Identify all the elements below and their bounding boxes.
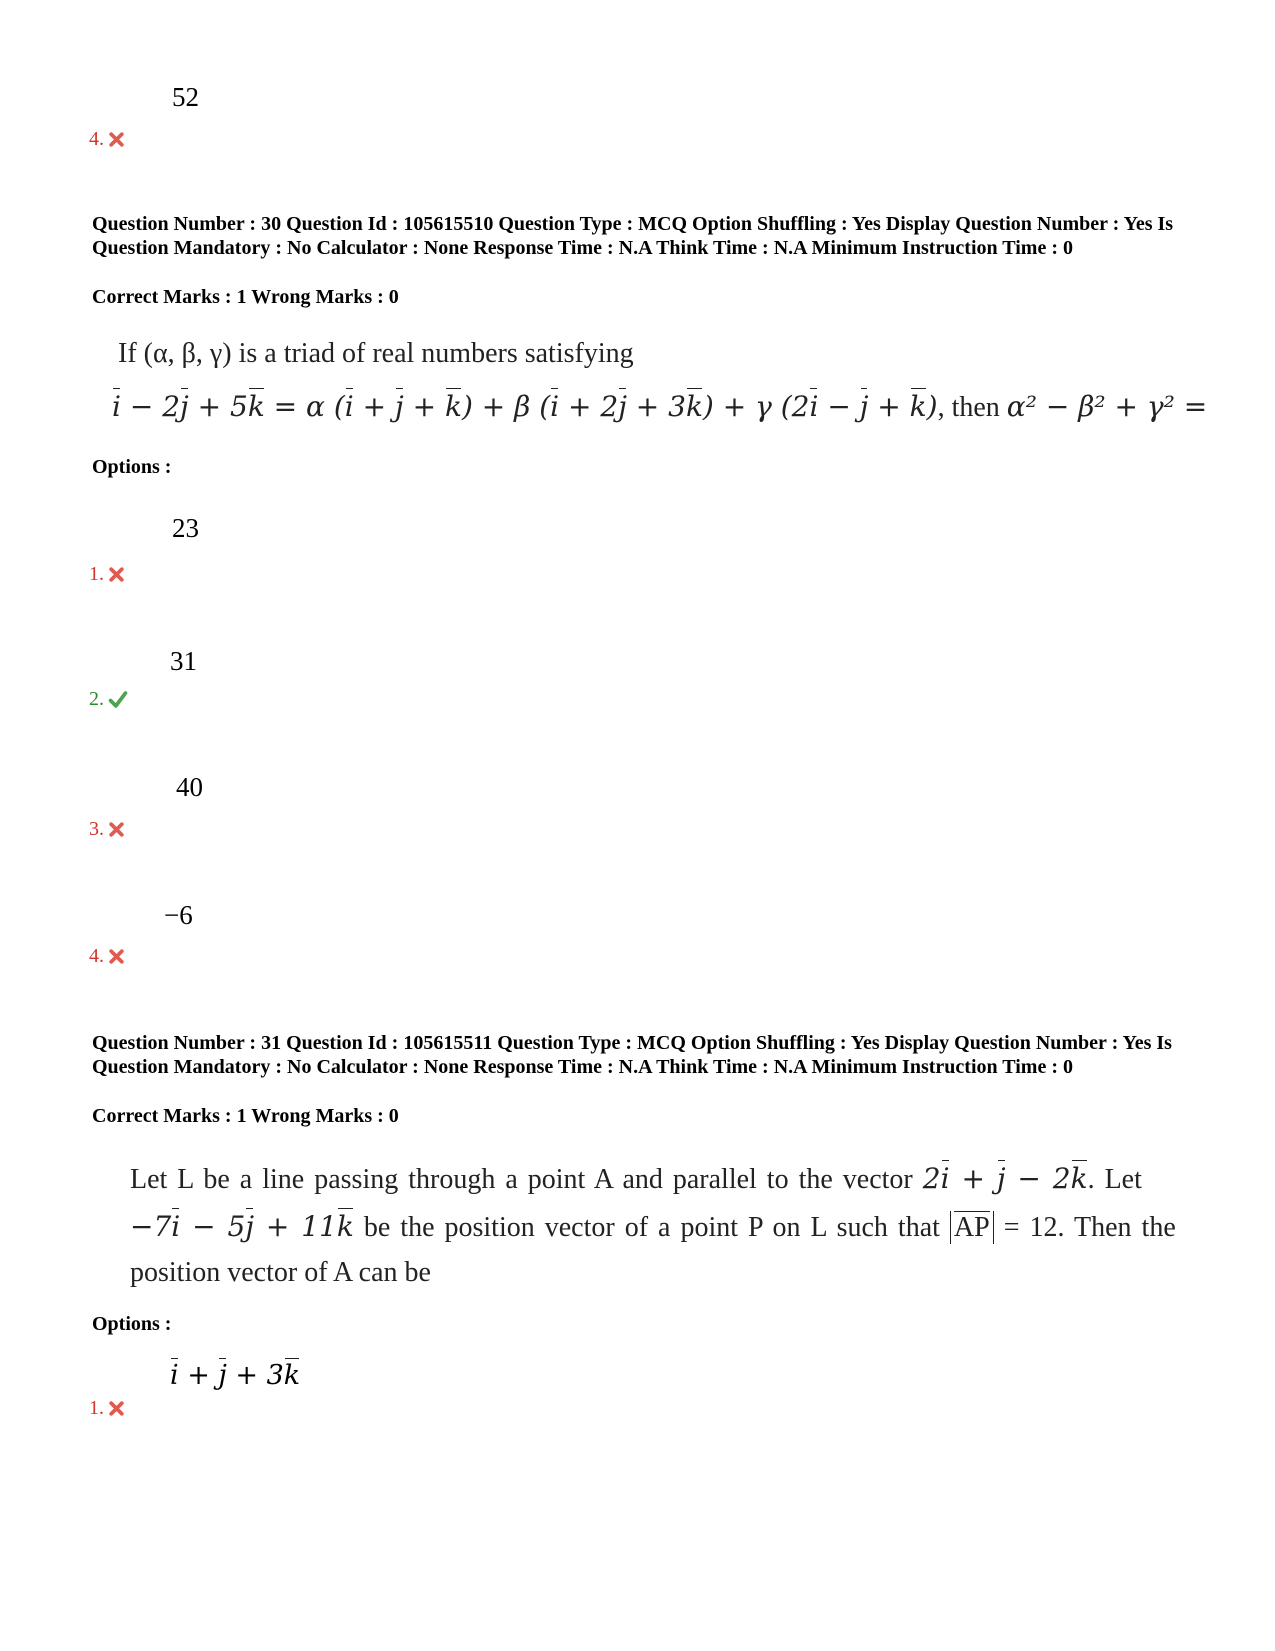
question-marks: Correct Marks : 1 Wrong Marks : 0 bbox=[92, 286, 399, 308]
question-line3: position vector of A can be bbox=[130, 1257, 431, 1288]
question-text-line: −7i − 5j + 11k be the position vector of a point P on L such that AP = 12. Then the bbox=[130, 1210, 1176, 1243]
option-number bbox=[89, 128, 125, 151]
option-value: 52 bbox=[172, 82, 199, 112]
option-number-label: 1. bbox=[89, 563, 104, 585]
question-line1-start: Let L be a line passing through a point A and parallel to the vector bbox=[130, 1164, 913, 1195]
option-value: −6 bbox=[164, 900, 193, 930]
option-value: i + j + 3k bbox=[170, 1360, 301, 1391]
equation-tail: , then bbox=[937, 392, 1000, 423]
question-text-line bbox=[118, 338, 634, 370]
option-number-label: 1. bbox=[89, 1397, 104, 1419]
vector-ap-label: AP bbox=[953, 1212, 990, 1243]
options-label: Options : bbox=[92, 456, 172, 478]
option-number bbox=[89, 945, 125, 968]
option-number-label: 3. bbox=[89, 818, 104, 840]
option-number bbox=[89, 818, 125, 841]
option-number-label: 2. bbox=[89, 688, 104, 710]
question-text-line bbox=[130, 1257, 431, 1289]
option-number bbox=[89, 688, 128, 711]
question-intro: If (α, β, γ) is a triad of real numbers satisfying bbox=[118, 338, 634, 369]
option-number-label: 4. bbox=[89, 128, 104, 150]
question-meta: Question Number : 30 Question Id : 105615510 Question Type : MCQ Option Shuffling : Yes Display Question Number : Yes Is Question Mandatory : No Calculator : None Response Time : N.A Think Time : N.A Minimum Instruction Time : 0 bbox=[92, 213, 1174, 259]
option-value: 31 bbox=[170, 646, 197, 676]
options-label: Options : bbox=[92, 1313, 172, 1335]
question-text-line: Let L be a line passing through a point A and parallel to the vector 2i + j − 2k. Let bbox=[130, 1162, 1142, 1195]
question-line1-end: . Let bbox=[1087, 1164, 1142, 1195]
question-line2-middle: be the position vector of a point P on L such that bbox=[363, 1212, 940, 1243]
cross-icon bbox=[108, 566, 125, 583]
option-number-label: 4. bbox=[89, 945, 104, 967]
cross-icon bbox=[108, 821, 125, 838]
cross-icon bbox=[108, 1400, 125, 1417]
question-meta: Question Number : 31 Question Id : 105615511 Question Type : MCQ Option Shuffling : Yes Display Question Number : Yes Is Question Mandatory : No Calculator : None Response Time : N.A Think Time : N.A Minimum Instruction Time : 0 bbox=[92, 1032, 1172, 1078]
question-line2-end: = 12. Then the bbox=[1003, 1212, 1176, 1243]
option-number bbox=[89, 563, 125, 586]
cross-icon bbox=[108, 131, 125, 148]
question-marks: Correct Marks : 1 Wrong Marks : 0 bbox=[92, 1105, 399, 1127]
option-number bbox=[89, 1397, 125, 1420]
option-value: 40 bbox=[176, 772, 203, 802]
question-equation: i − 2j + 5k = α (i + j + k) + β (i + 2j + 3k) + γ (2i − j + k), then α² − β² + γ² = bbox=[112, 390, 1208, 423]
option-value: 23 bbox=[172, 513, 199, 543]
check-icon bbox=[108, 691, 128, 708]
cross-icon bbox=[108, 948, 125, 965]
